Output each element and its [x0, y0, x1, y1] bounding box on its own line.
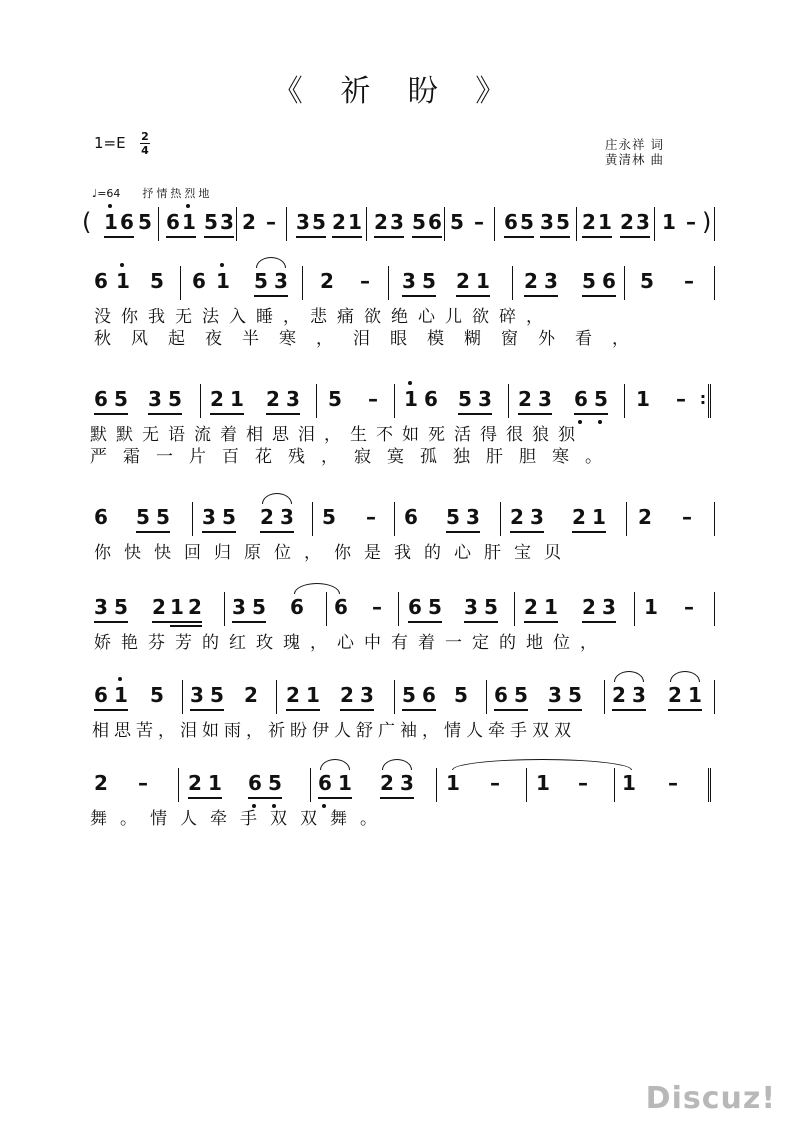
note: 2	[612, 683, 626, 707]
note: 2	[668, 683, 682, 707]
beam	[170, 625, 202, 627]
barline	[302, 266, 303, 300]
beam	[402, 709, 436, 711]
note: 6	[602, 269, 616, 293]
note: –	[360, 269, 370, 293]
note: 5	[210, 683, 224, 707]
note: 6	[192, 269, 206, 293]
lyric-line	[90, 716, 720, 741]
slur	[382, 759, 412, 770]
note: 6	[494, 683, 508, 707]
tie	[294, 583, 340, 594]
watermark-logo: Discuz!	[645, 1081, 776, 1116]
note: 2	[266, 387, 280, 411]
beam	[574, 413, 608, 415]
note: 2	[524, 595, 538, 619]
note: 2	[620, 210, 634, 234]
note: 6	[94, 269, 108, 293]
note: –	[668, 771, 678, 795]
beam	[260, 531, 294, 533]
note: 1	[338, 771, 352, 795]
note: 5	[556, 210, 570, 234]
beam	[286, 709, 320, 711]
lyric-text: 舞。情人牵手双双舞。	[90, 809, 390, 829]
note: 1	[622, 771, 636, 795]
note: 1	[446, 771, 460, 795]
beam	[456, 295, 490, 297]
credits	[605, 137, 664, 167]
slur	[320, 759, 350, 770]
beam	[572, 531, 606, 533]
slur	[614, 671, 644, 682]
note: 1	[230, 387, 244, 411]
note: 1	[348, 210, 362, 234]
barline	[366, 207, 367, 241]
note: 6	[246, 771, 264, 795]
beam	[524, 295, 558, 297]
note: 5	[328, 387, 342, 411]
barline	[180, 266, 181, 300]
tie	[452, 759, 632, 770]
system-4-notes	[90, 592, 720, 628]
beam	[524, 621, 558, 623]
note: 5	[582, 269, 596, 293]
beam	[582, 295, 616, 297]
beam	[318, 797, 352, 799]
note: 3	[400, 771, 414, 795]
note: 6	[94, 387, 108, 411]
beam	[408, 621, 442, 623]
barline	[500, 502, 501, 536]
system-1	[90, 266, 720, 349]
note: 1	[214, 269, 232, 293]
note: 3	[544, 269, 558, 293]
note: 3	[402, 269, 416, 293]
beam	[380, 797, 414, 799]
barline	[714, 592, 715, 626]
note: 1	[592, 505, 606, 529]
note: 3	[280, 505, 294, 529]
beam	[266, 413, 300, 415]
barline	[486, 680, 487, 714]
barline	[394, 384, 395, 418]
barline	[178, 768, 179, 802]
lyricist-credit: 庄永祥 词	[605, 137, 664, 152]
note: 1	[208, 771, 222, 795]
note: 3	[464, 595, 478, 619]
barline	[286, 207, 287, 241]
barline	[394, 502, 395, 536]
note: –	[138, 771, 148, 795]
barline	[326, 592, 327, 626]
note: 1	[544, 595, 558, 619]
note: –	[372, 595, 382, 619]
barline	[604, 680, 605, 714]
note: 5	[514, 683, 528, 707]
note: –	[686, 210, 696, 234]
beam	[464, 621, 498, 623]
end-repeat-barline	[708, 384, 713, 418]
composer-credit: 黄清林 曲	[605, 152, 664, 167]
tempo-value: ♩=64	[92, 187, 121, 200]
barline	[614, 768, 615, 802]
beam	[458, 413, 492, 415]
beam	[494, 709, 528, 711]
note: 6	[428, 210, 442, 234]
barline	[388, 266, 389, 300]
beam	[518, 413, 552, 415]
beam	[152, 621, 202, 623]
note: 6	[424, 387, 438, 411]
barline	[192, 502, 193, 536]
note: 2	[152, 595, 166, 619]
barline	[624, 266, 625, 300]
beam	[374, 236, 404, 238]
note: 1	[112, 683, 130, 707]
barline	[310, 768, 311, 802]
note: 5	[136, 505, 150, 529]
note: 5	[458, 387, 472, 411]
note: 3	[190, 683, 204, 707]
note: 5	[640, 269, 654, 293]
barline	[508, 384, 509, 418]
note: 5	[114, 595, 128, 619]
lyric-text: 没你我无法入睡，悲痛欲绝心儿欲碎，	[94, 307, 553, 327]
note: 6	[166, 210, 180, 234]
lyric-line	[90, 324, 720, 349]
barline	[526, 768, 527, 802]
final-barline	[708, 768, 713, 802]
note: 5	[254, 269, 268, 293]
beam	[94, 621, 128, 623]
slur	[670, 671, 700, 682]
note: 1	[688, 683, 702, 707]
lyric-line	[90, 628, 720, 653]
expression-mark: 抒情热烈地	[142, 187, 213, 200]
note: 6	[94, 683, 108, 707]
note: 3	[360, 683, 374, 707]
system-2	[90, 384, 720, 467]
note: –	[682, 505, 692, 529]
lyric-line	[90, 804, 720, 829]
beam	[582, 621, 616, 623]
note: 5	[454, 683, 468, 707]
note: 2	[332, 210, 346, 234]
note: 3	[636, 210, 650, 234]
barline	[714, 502, 715, 536]
lyric-text: 你快快回归原位，你是我的心肝宝贝	[94, 543, 574, 563]
note: 2	[380, 771, 394, 795]
barline	[714, 207, 715, 241]
note: 5	[592, 387, 610, 411]
barline	[654, 207, 655, 241]
beam	[620, 236, 650, 238]
system-2-notes	[90, 384, 720, 420]
barline	[276, 680, 277, 714]
beam	[136, 531, 170, 533]
system-1-notes	[90, 266, 720, 302]
note: –	[684, 595, 694, 619]
note: 5	[312, 210, 326, 234]
lyric-text: 默默无语流着相思泪，生不如死活得很狼狈	[90, 425, 584, 445]
song-title: 《 祈 盼 》	[272, 74, 520, 109]
note: 1	[662, 210, 676, 234]
note: 5	[252, 595, 266, 619]
note: 5	[222, 505, 236, 529]
beam	[612, 709, 646, 711]
beam	[548, 709, 582, 711]
beam	[190, 709, 224, 711]
note: 3	[296, 210, 310, 234]
system-3-notes	[90, 502, 720, 538]
note: 2	[340, 683, 354, 707]
beam	[402, 295, 436, 297]
note: –	[366, 505, 376, 529]
note: 3	[540, 210, 554, 234]
beam	[188, 797, 222, 799]
barline	[714, 680, 715, 714]
note: 2	[260, 505, 274, 529]
beam	[254, 295, 288, 297]
beam	[540, 236, 570, 238]
note: 5	[204, 210, 218, 234]
barline	[312, 502, 313, 536]
note: 3	[530, 505, 544, 529]
lyric-text: 严霜一片百花残，寂寞孤独肝胆寒。	[90, 447, 618, 467]
note: –	[676, 387, 686, 411]
note: 3	[286, 387, 300, 411]
barline	[236, 207, 237, 241]
note: 5	[568, 683, 582, 707]
tempo-marking	[92, 185, 212, 201]
system-6-notes	[90, 768, 720, 804]
beam	[582, 236, 612, 238]
beam	[248, 797, 282, 799]
lyric-text: 相思苦，泪如雨，祈盼伊人舒广袖，情人牵手双双	[92, 721, 576, 741]
beam	[94, 413, 128, 415]
note: 5	[114, 387, 128, 411]
barline	[634, 592, 635, 626]
note: 5	[484, 595, 498, 619]
note: 3	[632, 683, 646, 707]
lyric-text: 秋风起夜半寒，泪眼模糊窗外看，	[94, 329, 649, 349]
note: 5	[322, 505, 336, 529]
barline	[514, 592, 515, 626]
note: 3	[390, 210, 404, 234]
beam	[104, 236, 134, 238]
note: 1	[180, 210, 198, 234]
note: 2	[94, 771, 108, 795]
note: 6	[334, 595, 348, 619]
system-6	[90, 768, 720, 829]
barline	[494, 207, 495, 241]
note: 2	[582, 595, 596, 619]
beam	[202, 531, 236, 533]
beam	[668, 709, 702, 711]
beam	[504, 236, 534, 238]
note: 6	[94, 505, 108, 529]
barline	[624, 384, 625, 418]
note: 1	[114, 269, 132, 293]
note: 2	[188, 771, 202, 795]
lyric-text: 娇艳芬芳的红玫瑰，心中有着一定的地位，	[94, 633, 607, 653]
note: 5	[138, 210, 152, 234]
beam	[232, 621, 266, 623]
note: 1	[536, 771, 550, 795]
beam	[210, 413, 244, 415]
note: 5	[168, 387, 182, 411]
barline	[224, 592, 225, 626]
note: 5	[422, 269, 436, 293]
barline	[576, 207, 577, 241]
note: 2	[582, 210, 596, 234]
system-4	[90, 592, 720, 653]
note: 1	[636, 387, 650, 411]
note: 3	[232, 595, 246, 619]
note: 5	[266, 771, 284, 795]
barline	[182, 680, 183, 714]
note: 1	[598, 210, 612, 234]
open-paren: (	[82, 208, 92, 236]
barline	[626, 502, 627, 536]
note: 2	[188, 595, 202, 619]
system-5	[90, 680, 720, 741]
note: 1	[476, 269, 490, 293]
beam	[332, 236, 362, 238]
note: 6	[120, 210, 134, 234]
note: –	[490, 771, 500, 795]
note: 2	[510, 505, 524, 529]
note: 5	[428, 595, 442, 619]
note: 5	[446, 505, 460, 529]
beam	[412, 236, 442, 238]
beam	[296, 236, 326, 238]
note: 1	[306, 683, 320, 707]
note: 3	[148, 387, 162, 411]
note: 5	[450, 210, 464, 234]
time-signature	[140, 131, 150, 156]
note: 5	[402, 683, 416, 707]
note: 5	[150, 269, 164, 293]
note: 2	[524, 269, 538, 293]
note: 1	[644, 595, 658, 619]
lyric-line	[90, 420, 720, 445]
note: 3	[202, 505, 216, 529]
note: 2	[456, 269, 470, 293]
note: 5	[412, 210, 426, 234]
note: 2	[210, 387, 224, 411]
intro-notes	[82, 207, 720, 243]
note: 6	[422, 683, 436, 707]
note: 3	[478, 387, 492, 411]
note: 6	[408, 595, 422, 619]
beam	[446, 531, 480, 533]
note: 2	[572, 505, 586, 529]
barline	[394, 680, 395, 714]
note: 6	[572, 387, 590, 411]
barline	[714, 266, 715, 300]
note: 3	[602, 595, 616, 619]
beam	[204, 236, 234, 238]
note: 1	[402, 387, 420, 411]
note: 3	[94, 595, 108, 619]
note: 6	[504, 210, 518, 234]
time-top: 2	[141, 130, 149, 143]
close-paren: )	[702, 208, 712, 236]
slur	[256, 257, 286, 268]
note: 2	[320, 269, 334, 293]
barline	[444, 207, 445, 241]
note: –	[266, 210, 276, 234]
barline	[316, 384, 317, 418]
barline	[398, 592, 399, 626]
note: 6	[316, 771, 334, 795]
intro-system	[82, 207, 720, 243]
lyric-line	[90, 302, 720, 327]
note: 3	[548, 683, 562, 707]
note: 5	[520, 210, 534, 234]
barline	[512, 266, 513, 300]
note: –	[578, 771, 588, 795]
note: 3	[220, 210, 234, 234]
beam	[510, 531, 544, 533]
repeat-dots: :	[699, 389, 707, 408]
system-5-notes	[90, 680, 720, 716]
note: 6	[290, 595, 304, 619]
barline	[158, 207, 159, 241]
lyric-line	[90, 442, 720, 467]
beam	[340, 709, 374, 711]
note: 2	[518, 387, 532, 411]
note: 3	[466, 505, 480, 529]
note: 1	[170, 595, 184, 619]
note: –	[368, 387, 378, 411]
note: –	[474, 210, 484, 234]
note: 2	[638, 505, 652, 529]
note: 2	[242, 210, 256, 234]
key-signature: 1=E	[94, 134, 126, 152]
time-bottom: 4	[141, 144, 149, 157]
note: 6	[404, 505, 418, 529]
note: 2	[244, 683, 258, 707]
slur	[262, 493, 292, 504]
note: 2	[374, 210, 388, 234]
barline	[200, 384, 201, 418]
lyric-line	[90, 538, 720, 563]
beam	[166, 236, 196, 238]
note: 5	[150, 683, 164, 707]
note: 3	[274, 269, 288, 293]
system-3	[90, 502, 720, 563]
note: 2	[286, 683, 300, 707]
barline	[436, 768, 437, 802]
beam	[94, 709, 128, 711]
beam	[148, 413, 182, 415]
note: 1	[102, 210, 120, 234]
note: 5	[156, 505, 170, 529]
note: –	[684, 269, 694, 293]
note: 3	[538, 387, 552, 411]
